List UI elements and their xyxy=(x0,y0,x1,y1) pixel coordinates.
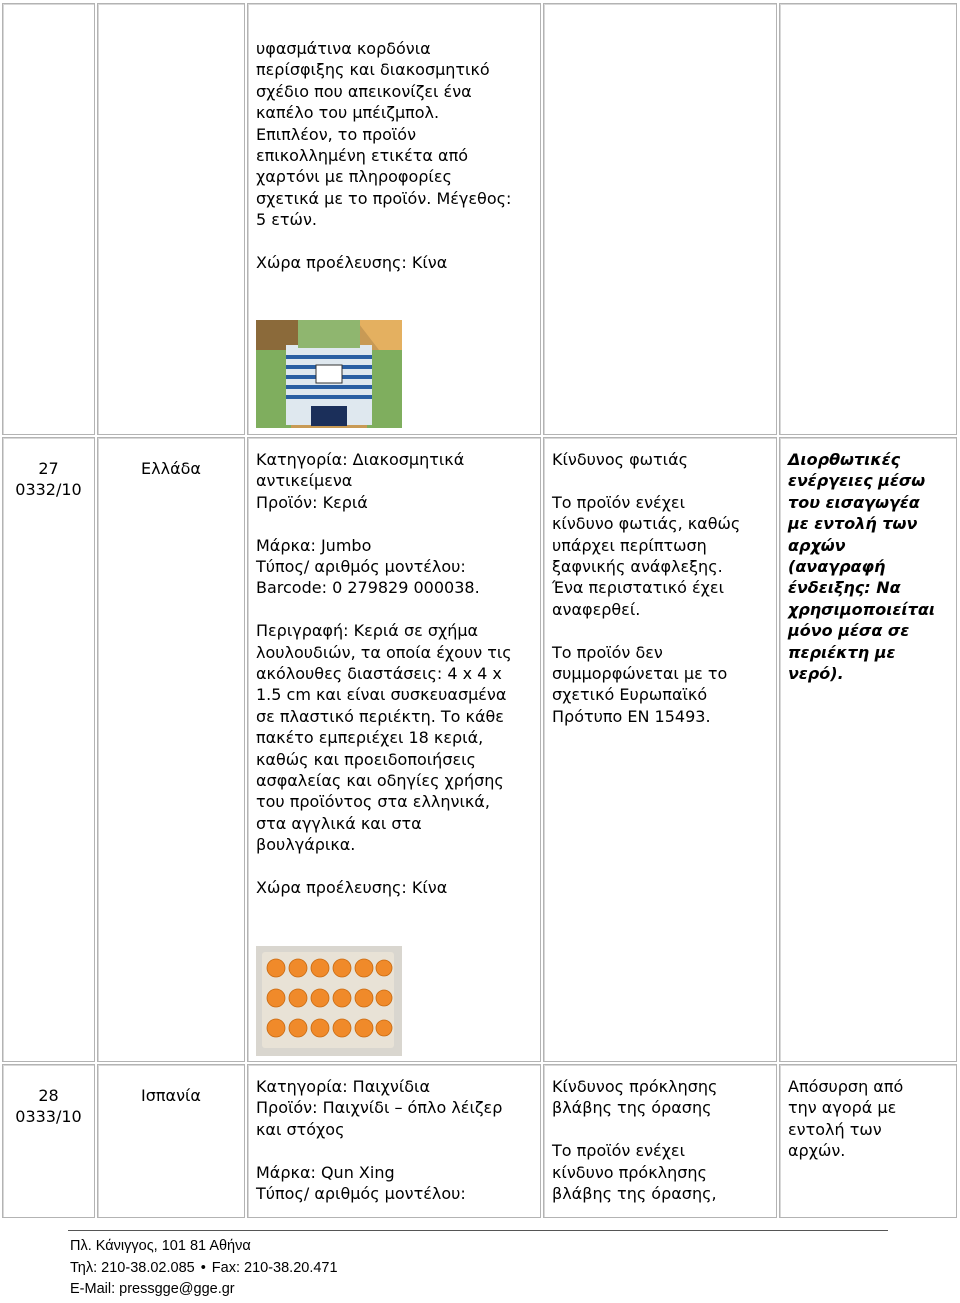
product-description: υφασμάτινα κορδόνια περίσφιξης και διακοσμητικό σχέδιο που απεικονίζει ένα καπέλο του μπέιζμπολ. Επιπλέον, το προϊόν επικολλημένη ετικέτα από χαρτόνι με πληροφορίες σχετικά με το προϊόν. Μέγεθος: 5 ετών. xyxy=(256,39,512,230)
risk-description: Το προϊόν ενέχει κίνδυνο πρόκλησης βλάβης της όρασης, xyxy=(552,1141,717,1204)
row-top-number-cell xyxy=(2,3,95,435)
footer-bullet: • xyxy=(200,1260,206,1276)
row-28-risk-cell xyxy=(543,1064,777,1218)
risk-title: Κίνδυνος πρόκλησης βλάβης της όρασης xyxy=(552,1077,718,1118)
row-27-description-cell xyxy=(247,437,541,1062)
row-27-risk-cell xyxy=(543,437,777,1062)
footer-divider xyxy=(68,1230,888,1231)
footer-email[interactable]: E-Mail: pressgge@gge.gr xyxy=(70,1281,235,1297)
product-category: Κατηγορία: Διακοσμητικά αντικείμενα Προϊόν: Κεριά xyxy=(256,450,465,512)
risk-description: Το προϊόν ενέχει κίνδυνο φωτιάς, καθώς υπάρχει περίπτωση ξαφνικής ανάφλεξης. Ένα περιστατικό έχει αναφερθεί. xyxy=(552,492,741,619)
row-27-country-cell xyxy=(97,437,245,1062)
measures-text: Διορθωτικές ενέργειες μέσω του εισαγωγέα με εντολή των αρχών (αναγραφή ένδειξης: Να χρησιμοποιείται μόνο μέσα σε περιέκτη με νερό). xyxy=(788,450,936,684)
row-top-description-cell xyxy=(247,3,541,435)
row-reference: 0332/10 xyxy=(15,480,82,500)
country-of-origin: Χώρα προέλευσης: Κίνα xyxy=(256,878,448,898)
row-number: 27 xyxy=(38,459,59,478)
candles-photo xyxy=(256,946,402,1056)
row-top-measures-cell xyxy=(779,3,957,435)
sweater-photo xyxy=(256,320,402,428)
measures-text: Απόσυρση από την αγορά με εντολή των αρχών. xyxy=(788,1077,904,1161)
footer-fax: Fax: 210-38.20.471 xyxy=(211,1260,338,1276)
row-reference: 0333/10 xyxy=(15,1107,82,1127)
row-top-risk-cell xyxy=(543,3,777,435)
country-name: Ισπανία xyxy=(141,1086,201,1105)
footer-phone: Τηλ: 210-38.02.085 xyxy=(70,1260,195,1276)
row-28-country-cell xyxy=(97,1064,245,1218)
country-name: Ελλάδα xyxy=(141,459,201,478)
row-28-number-cell xyxy=(2,1064,95,1218)
row-27-measures-cell xyxy=(779,437,957,1062)
product-brand: Μάρκα: Jumbo Τύπος/ αριθμός μοντέλου: Barcode: 0 279829 000038. xyxy=(256,535,480,598)
footer-contact xyxy=(70,1260,338,1276)
product-brand: Μάρκα: Qun Xing Τύπος/ αριθμός μοντέλου: xyxy=(256,1162,466,1204)
row-28-description-cell xyxy=(247,1064,541,1218)
risk-title: Κίνδυνος φωτιάς xyxy=(552,450,689,469)
product-description: Περιγραφή: Κεριά σε σχήμα λουλουδιών, τα οποία έχουν τις ακόλουθες διαστάσεις: 4 x 4 x 1.5 cm και είναι συσκευασμένα σε πλαστικό περιέκτη. Το κάθε πακέτο εμπεριέχει 18 κεριά, καθώς και προειδοποιήσεις ασφαλείας και οδηγίες χρήσης του προϊόντος στα ελληνικά, στα αγγλικά και στα βουλγάρικα. xyxy=(256,621,512,855)
row-top-country-cell xyxy=(97,3,245,435)
row-number: 28 xyxy=(38,1086,59,1105)
product-category: Κατηγορία: Παιχνίδια Προϊόν: Παιχνίδι – όπλο λέιζερ και στόχος xyxy=(256,1077,503,1139)
footer-address: Πλ. Κάνιγγος, 101 81 Αθήνα xyxy=(70,1238,251,1254)
row-27-number-cell xyxy=(2,437,95,1062)
risk-standard: Το προϊόν δεν συμμορφώνεται με το σχετικό Ευρωπαϊκό Πρότυπο EN 15493. xyxy=(552,642,728,726)
row-28-measures-cell xyxy=(779,1064,957,1218)
country-of-origin: Χώρα προέλευσης: Κίνα xyxy=(256,253,448,273)
